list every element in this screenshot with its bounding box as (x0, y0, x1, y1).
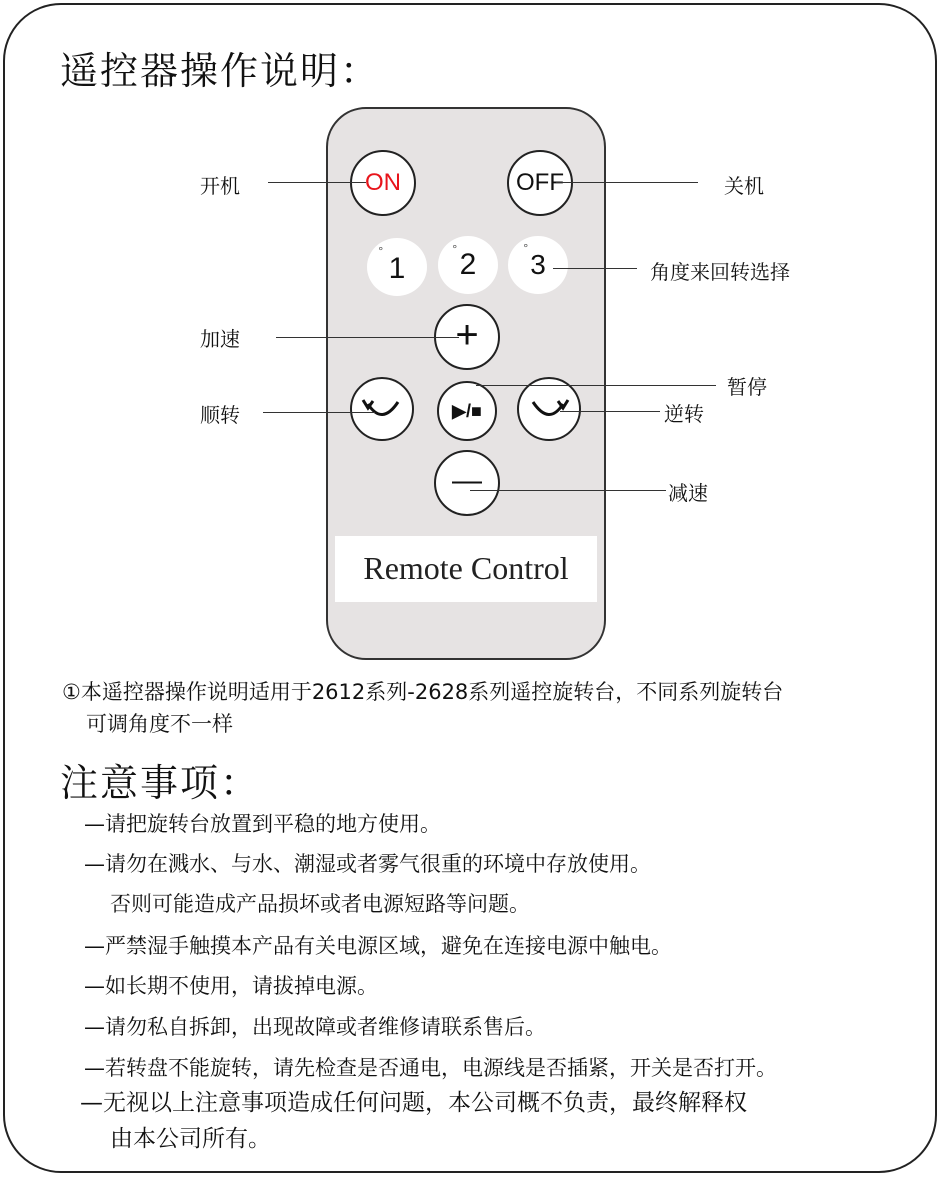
page-title: 遥控器操作说明： (60, 49, 381, 93)
label-clockwise: 顺转 (200, 403, 240, 427)
callout-line-angle (553, 268, 637, 269)
precautions-title: 注意事项： (60, 761, 261, 805)
minus-icon: — (452, 464, 482, 497)
label-speed-up: 加速 (200, 327, 240, 351)
list-item: —严禁湿手触摸本产品有关电源区域，避免在连接电源中触电。 (84, 934, 672, 958)
callout-line-speed-up (276, 337, 459, 338)
label-counterclockwise: 逆转 (664, 402, 704, 426)
callout-line-counterclockwise (560, 411, 660, 412)
angle-3-label: 3 (530, 249, 546, 280)
counterclockwise-button[interactable] (517, 377, 581, 441)
degree-icon: ° (378, 245, 384, 258)
list-item: —无视以上注意事项造成任何问题，本公司概不负责，最终解释权 (80, 1090, 747, 1116)
applicability-note (62, 676, 912, 740)
pause-button[interactable] (437, 381, 497, 441)
label-power-off: 关机 (724, 174, 764, 198)
brand-plate (335, 536, 597, 602)
speed-down-button[interactable] (434, 450, 500, 516)
off-button[interactable] (507, 150, 573, 216)
angle-3-button[interactable] (508, 236, 568, 294)
on-button[interactable] (350, 150, 416, 216)
angle-2-button[interactable] (438, 236, 498, 294)
list-item: —请勿私自拆卸，出现故障或者维修请联系售后。 (84, 1015, 546, 1039)
list-item: 由本公司所有。 (110, 1126, 271, 1152)
counterclockwise-arrow-icon (527, 394, 571, 424)
clockwise-button[interactable] (350, 377, 414, 441)
clockwise-arrow-icon (360, 394, 404, 424)
callout-line-clockwise (263, 412, 375, 413)
list-item: —若转盘不能旋转，请先检查是否通电，电源线是否插紧，开关是否打开。 (84, 1056, 777, 1080)
note-line-1: ①本遥控器操作说明适用于2612系列-2628系列遥控旋转台，不同系列旋转台 (62, 680, 784, 704)
angle-2-label: 2 (459, 248, 477, 281)
callout-line-speed-down (470, 490, 666, 491)
list-item: 否则可能造成产品损坏或者电源短路等问题。 (110, 892, 530, 916)
list-item: —请勿在溅水、与水、潮湿或者雾气很重的环境中存放使用。 (84, 852, 651, 876)
on-button-label: ON (365, 169, 401, 196)
label-speed-down: 减速 (668, 481, 708, 505)
list-item: —请把旋转台放置到平稳的地方使用。 (84, 812, 441, 836)
callout-line-on (268, 182, 366, 183)
angle-1-label: 1 (388, 252, 406, 285)
label-angle-select: 角度来回转选择 (650, 260, 790, 284)
play-stop-icon: ▶/■ (452, 400, 482, 421)
off-button-label: OFF (516, 169, 564, 196)
label-pause: 暂停 (727, 375, 767, 399)
list-item: —如长期不使用，请拔掉电源。 (84, 974, 378, 998)
angle-1-button[interactable] (367, 238, 427, 296)
brand-plate-text: Remote Control (363, 550, 569, 586)
note-line-2: 可调角度不一样 (86, 712, 233, 736)
degree-icon: ° (523, 242, 529, 255)
callout-line-pause (476, 385, 716, 386)
label-power-on: 开机 (200, 174, 240, 198)
callout-line-off (556, 182, 698, 183)
degree-icon: ° (452, 243, 458, 256)
plus-icon: + (455, 312, 479, 357)
